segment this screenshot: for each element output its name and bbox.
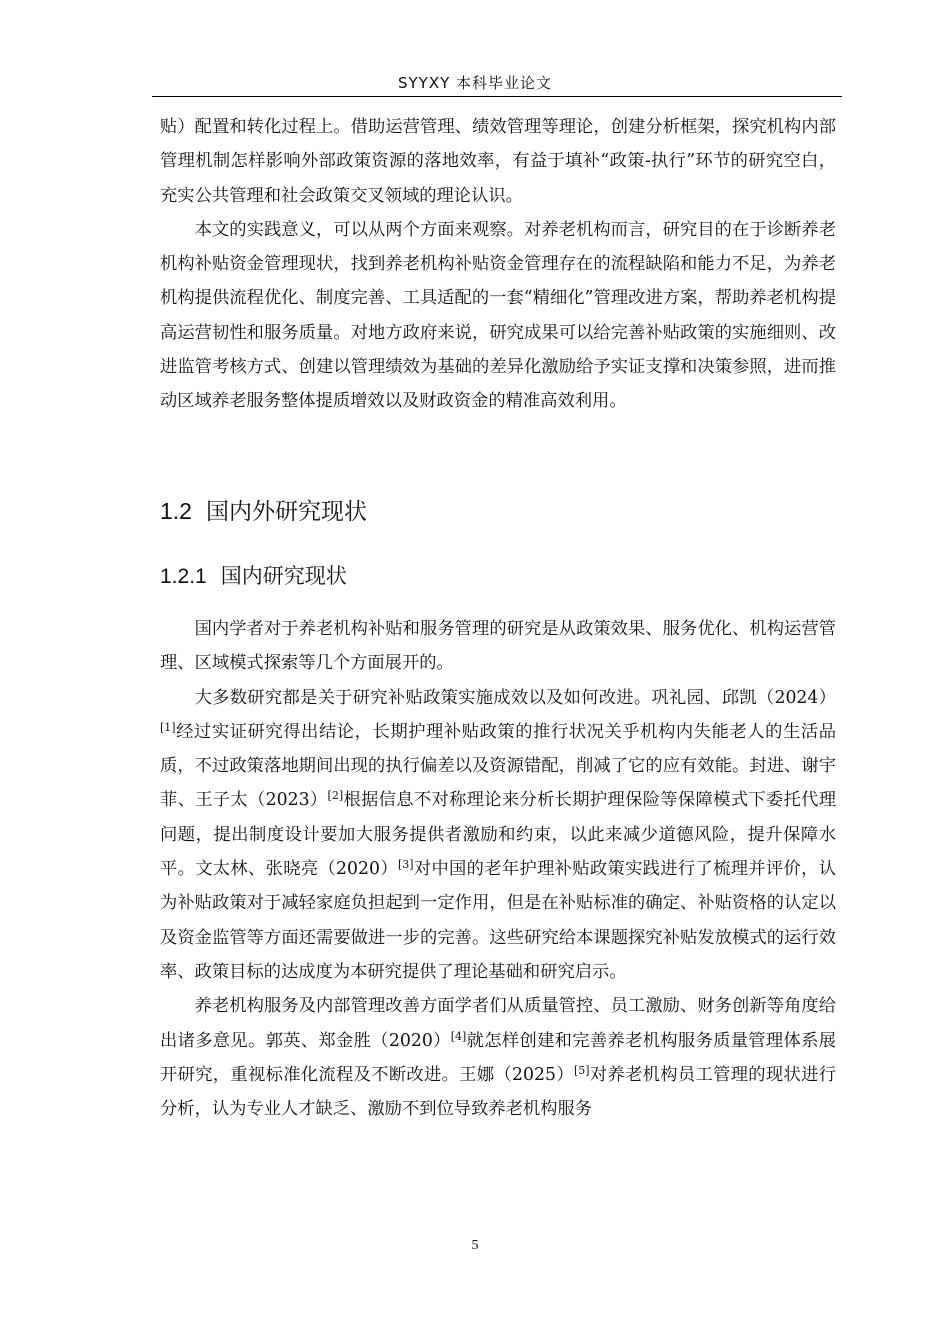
section-heading (160, 496, 367, 527)
section-number: 1.2 (160, 498, 192, 524)
subsection-heading (160, 562, 347, 591)
paragraph-practical-significance: 本文的实践意义，可以从两个方面来观察。对养老机构而言，研究目的在于诊断养老机构补贴资金管理现状，找到养老机构补贴资金管理存在的流程缺陷和能力不足，为养老机构提供流程优化、制度完善、工具适配的一套“精细化”管理改进方案，帮助养老机构提高运营韧性和服务质量。对地方政府来说，研究成果可以给完善补贴政策的实施细则、改进监管考核方式、创建以管理绩效为基础的差异化激励给予实证支撑和决策参照，进而推动区域养老服务整体提质增效以及财政资金的精准高效利用。 (160, 219, 836, 412)
citation-ref: [5] (573, 1063, 590, 1077)
header-rule (152, 96, 842, 97)
body-block-1 (160, 110, 836, 419)
citation-ref: [3] (397, 858, 414, 872)
citation-ref: [1] (160, 720, 176, 734)
citation-ref: [4] (450, 1029, 467, 1043)
paragraph-subsidy-policy: 大多数研究都是关于研究补贴政策实施成效以及如何改进。巩礼园、邱凯（2024）[1]经过实证研究得出结论，长期护理补贴政策的推行状况关乎机构内失能老人的生活品质，不过政策落地期间出现的执行偏差以及资源错配，削减了它的应有效能。封进、谢宇菲、王子太（2023）[2]根据信息不对称理论来分析长期护理保险等保障模式下委托代理问题，提出制度设计要加大服务提供者激励和约束，以此来减少道德风险，提升保障水平。文太林、张晓亮（2020）[3]对中国的老年护理补贴政策实践进行了梳理并评价，认为补贴政策对于减轻家庭负担起到一定作用，但是在补贴标准的确定、补贴资格的认定以及资金监管等方面还需要做进一步的完善。这些研究给本课题探究补贴发放模式的运行效率、政策目标的达成度为本研究提供了理论基础和研究启示。 (160, 687, 836, 982)
body-block-2 (160, 612, 836, 1126)
section-title: 国内外研究现状 (205, 499, 367, 525)
subsection-number: 1.2.1 (160, 565, 207, 588)
page-number: 5 (471, 1238, 479, 1253)
subsection-title: 国内研究现状 (220, 564, 347, 588)
running-header: SYYXY 本科毕业论文 (397, 74, 553, 92)
citation-ref: [2] (327, 789, 344, 803)
paragraph-internal-management: 养老机构服务及内部管理改善方面学者们从质量管控、员工激励、财务创新等角度给出诸多意见。郭英、郑金胜（2020）[4]就怎样创建和完善养老机构服务质量管理体系展开研究，重视标准化流程及不断改进。王娜（2025）[5]对养老机构员工管理的现状进行分析，认为专业人才缺乏、激励不到位导致养老机构服务 (160, 996, 836, 1120)
paragraph-overview: 国内学者对于养老机构补贴和服务管理的研究是从政策效果、服务优化、机构运营管理、区域模式探索等几个方面展开的。 (160, 619, 836, 674)
paragraph-continuation: 贴）配置和转化过程上。借助运营管理、绩效管理等理论，创建分析框架，探究机构内部管理机制怎样影响外部政策资源的落地效率，有益于填补“政策-执行”环节的研究空白，充实公共管理和社会政策交叉领域的理论认识。 (160, 117, 836, 206)
